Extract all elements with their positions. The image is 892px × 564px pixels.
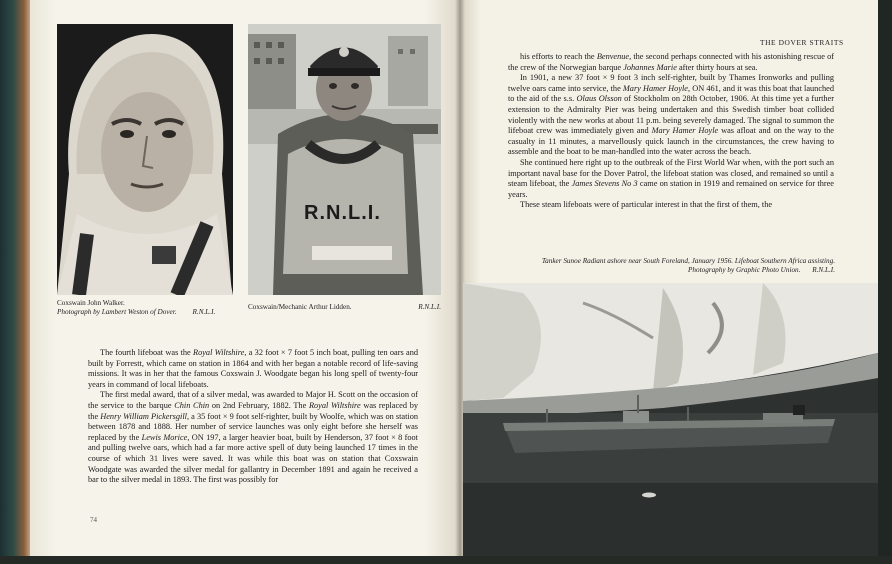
caption-walker-credit-line	[57, 308, 215, 317]
table-surface	[0, 556, 892, 564]
text-run: These steam lifeboats were of particular interest in that the first of them, the	[520, 200, 773, 210]
paragraph	[508, 158, 834, 200]
italic-run: Johannes Marie	[623, 62, 677, 72]
paragraph	[88, 348, 418, 390]
paragraph	[508, 73, 834, 158]
caption-tanker-source: R.N.L.I.	[812, 266, 835, 274]
caption-walker-source: R.N.L.I.	[192, 308, 216, 316]
caption-walker-credit: Photograph by Lambert Weston of Dover.	[57, 308, 177, 316]
text-run: , the second perhaps connected with his astonishing rescue of the crew of the Norwegian barque	[508, 52, 834, 72]
left-page-body-text	[88, 348, 418, 486]
portrait-illustration	[248, 24, 441, 295]
text-run: , a 35 foot × 9 foot self-righter, built by Woolfe, which was on station between 1878 and 1888. Her number of service launches was only eight before she herself was replaced by the	[88, 411, 418, 442]
page-number: 74	[90, 516, 97, 524]
italic-run: Henry William Pickersgill	[100, 411, 187, 421]
italic-run: Benvenue	[596, 52, 630, 61]
paragraph	[508, 52, 834, 73]
italic-run: James Stevens No 3	[571, 179, 638, 189]
vest-lettering: R.N.L.I.	[304, 202, 381, 224]
text-run: The first medal award, that of a silver medal, was awarded to Major H. Scott on the occasion of the service to the barque	[88, 390, 418, 410]
text-run: after thirty hours at sea.	[676, 62, 758, 72]
text-run: was replaced by the	[88, 400, 418, 421]
caption-lidden-source: R.N.L.I.	[418, 303, 441, 311]
paragraph	[508, 200, 834, 211]
caption-tanker-credit: Photography by Graphic Photo Union.	[688, 266, 801, 274]
caption-tanker-line1: Tanker Sunoe Radiant ashore near South Foreland, January 1956. Lifeboat Southern Africa assisting.	[541, 257, 835, 265]
italic-run: Mary Hamer Hoyle	[651, 126, 719, 136]
book-cover-edge-right	[878, 0, 892, 564]
caption-lidden	[248, 303, 441, 312]
text-run: of Stockholm on 28th October, 1906. At this time yet a further extension to the Admiralty Pier was being undertaken and this Swedish timber boat collided violently with the new works at about 11 p.m. being severely damaged. The signal to summon the lifeboat crew was immediately given and	[508, 94, 835, 136]
caption-walker	[57, 299, 215, 317]
text-run: , ON 461, and it was this boat that launched to the aid of the s.s.	[508, 83, 834, 104]
book-cover-edge	[0, 0, 30, 564]
right-page-body-text	[508, 52, 834, 211]
photo-coxswain-arthur-lidden	[248, 24, 441, 295]
text-run: The fourth lifeboat was the	[100, 348, 194, 357]
portrait-illustration	[57, 24, 233, 295]
italic-run: Olaus Olsson	[576, 94, 622, 104]
text-run: In 1901, a new 37 foot × 9 foot 3 inch self-righter, built by Thames Ironworks and pulling twelve oars came into service, the	[508, 73, 834, 93]
text-run: on 2nd February, 1882. The	[209, 400, 309, 410]
running-head: THE DOVER STRAITS	[760, 38, 844, 47]
photo-tanker-ashore	[463, 283, 878, 556]
text-run: She continued here right up to the outbreak of the First World War when, with the port such an important naval base for the Dover Patrol, the lifeboat station was closed, and remained so until a steam lifeboat, the	[508, 157, 834, 189]
text-run: came on station in 1919 and remained on service for three years.	[508, 179, 834, 199]
italic-run: Royal Wiltshire	[308, 400, 361, 410]
text-run: , ON 197, a larger heavier boat, built by Henderson, 37 foot × 8 foot and pulling twelve oars, which had a far more active spell of duty being launched 17 times in the course of which 31 lives were saved. It was while this boat was on station that Coxswain Woodgate was awarded the silver medal for gallantry in December 1891 and again he received a bar to the silver medal in 1893. The first was possibly for	[88, 432, 418, 485]
photo-coxswain-john-walker	[57, 24, 233, 295]
caption-tanker	[505, 257, 835, 275]
caption-tanker-credit-line	[505, 266, 835, 275]
caption-lidden-name: Coxswain/Mechanic Arthur Lidden.	[248, 303, 352, 311]
italic-run: Lewis Morice	[141, 432, 188, 442]
paragraph	[88, 390, 418, 485]
italic-run: Chin Chin	[174, 400, 210, 410]
text-run: his efforts to reach the	[520, 52, 597, 61]
italic-run: Royal Wiltshire	[193, 348, 245, 357]
text-run: was afloat and on the way to the casualty in 11 minutes, a marvellously quick launch in the circumstances, the crew having to assemble and the boat to be man-handled into the water across the beach.	[508, 126, 834, 157]
text-run: , a 32 foot × 7 foot 5 inch boat, pulling ten oars and built by Forrestt, which came on station in 1864 and with her began a notable record of life-saving missions. It was in her that the famous Coxswain J. Woodgate began his long spell of twenty-four years in command of local lifeboats.	[88, 348, 418, 389]
italic-run: Mary Hamer Hoyle	[622, 83, 688, 93]
caption-walker-name: Coxswain John Walker.	[57, 299, 125, 307]
tanker-illustration	[463, 283, 878, 556]
